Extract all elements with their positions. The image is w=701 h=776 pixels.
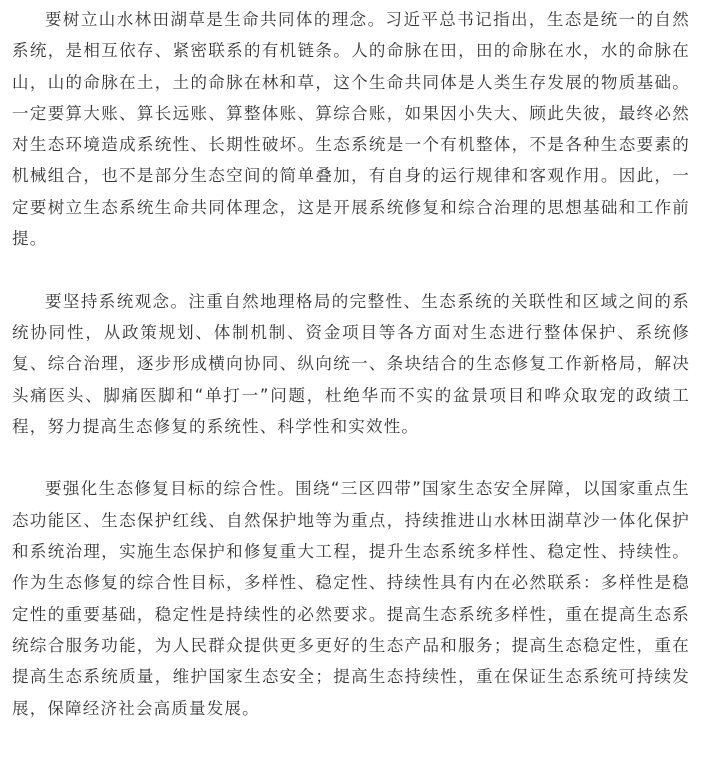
article-body [12, 4, 690, 724]
paragraph-systems-thinking: 要坚持系统观念。注重自然地理格局的完整性、生态系统的关联性和区域之间的系统协同性，从政策规划、体制机制、资金项目等各方面对生态进行整体保护、系统修复、综合治理，逐步形成横向协同、纵向统一、条块结合的生态修复工作新格局，解决头痛医头、脚痛医脚和“单打一”问题，杜绝华而不实的盆景项目和哗众取宠的政绩工程，努力提高生态修复的系统性、科学性和实效性。 [12, 291, 690, 436]
paragraph-comprehensive-goals: 要强化生态修复目标的综合性。围绕“三区四带”国家生态安全屏障，以国家重点生态功能区、生态保护红线、自然保护地等为重点，持续推进山水林田湖草沙一体化保护和系统治理，实施生态保护和修复重大工程，提升生态系统多样性、稳定性、持续性。作为生态修复的综合性目标，多样性、稳定性、持续性具有内在必然联系：多样性是稳定性的重要基础，稳定性是持续性的必然要求。提高生态系统多样性，重在提高生态系统综合服务功能，为人民群众提供更多更好的生态产品和服务；提高生态稳定性，重在提高生态系统质量，维护国家生态安全；提高生态持续性，重在保证生态系统可持续发展，保障经济社会高质量发展。 [12, 479, 690, 718]
paragraph-ecosystem-community: 要树立山水林田湖草是生命共同体的理念。习近平总书记指出，生态是统一的自然系统，是相互依存、紧密联系的有机链条。人的命脉在田，田的命脉在水，水的命脉在山，山的命脉在土，土的命脉在林和草，这个生命共同体是人类生存发展的物质基础。一定要算大账、算长远账、算整体账、算综合账，如果因小失大、顾此失彼，最终必然对生态环境造成系统性、长期性破坏。生态系统是一个有机整体，不是各种生态要素的机械组合，也不是部分生态空间的简单叠加，有自身的运行规律和客观作用。因此，一定要树立生态系统生命共同体理念，这是开展系统修复和综合治理的思想基础和工作前提。 [12, 10, 690, 249]
